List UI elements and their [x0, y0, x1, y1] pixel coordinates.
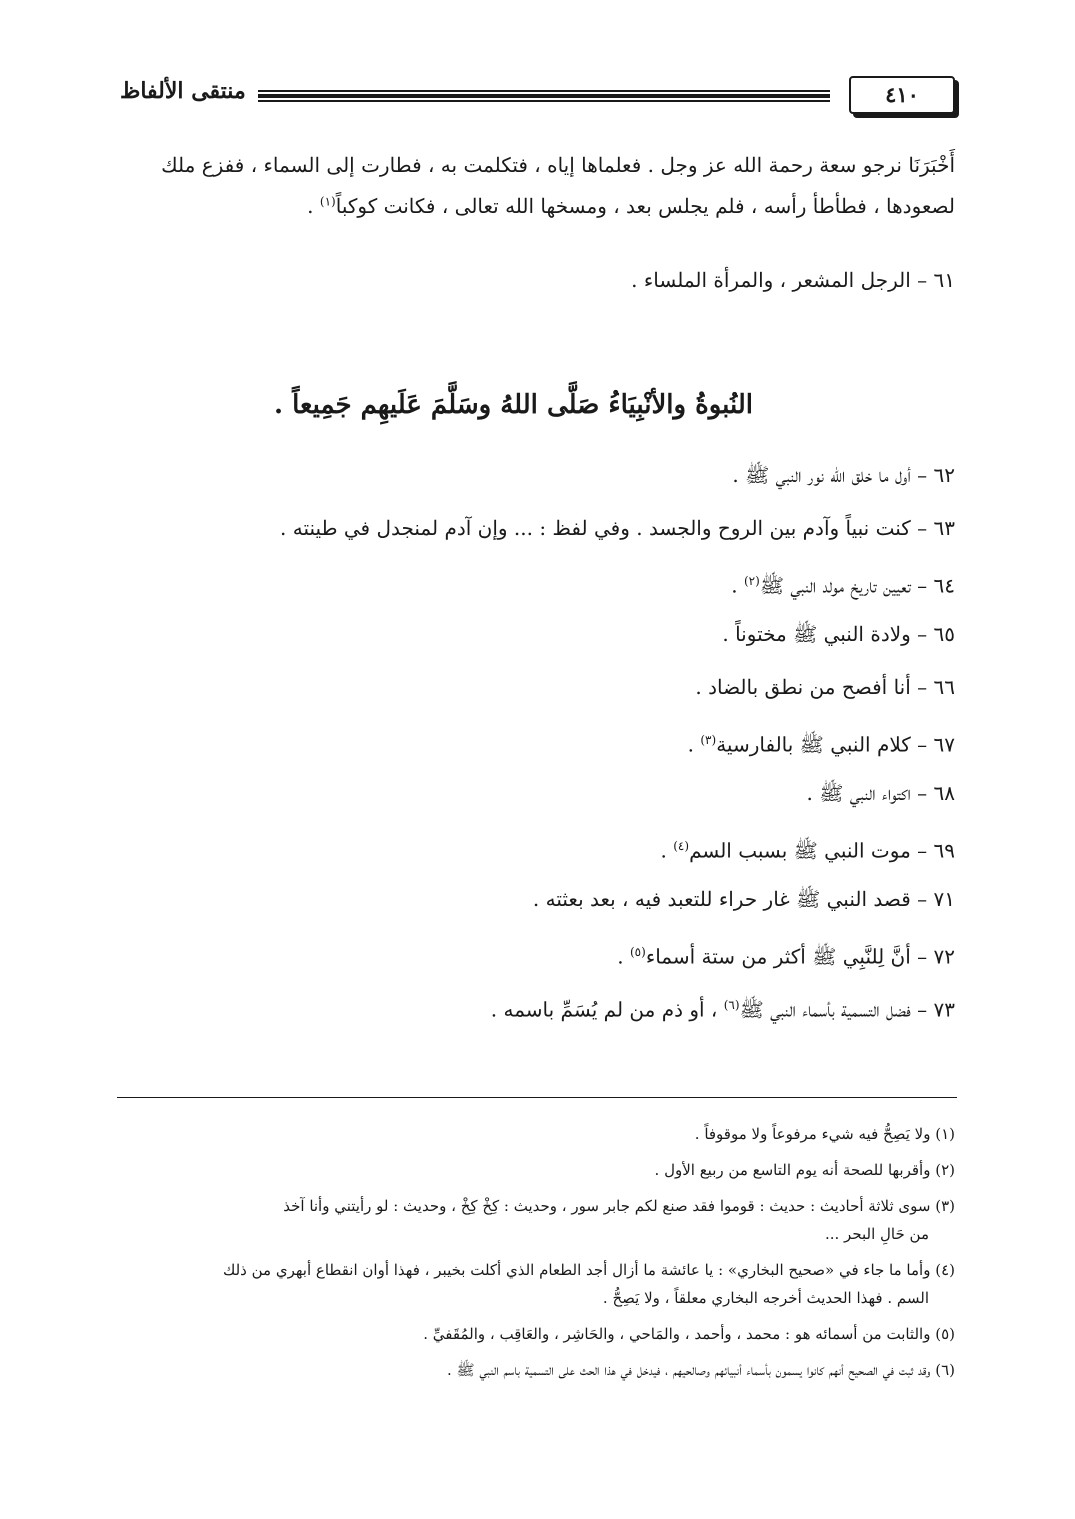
- footnote-4-continuation: السم . فهذا الحديث أخرجه البخاري معلقاً ، ولا يَصِحُّ .: [602, 1289, 929, 1307]
- item-list: [120, 449, 955, 1032]
- footnote-1: (١) ولا يَصِحُّ فيه شيء مرفوعاً ولا موقوفاً .: [694, 1125, 955, 1143]
- item-text: ٧٣ – فضل التسمية بأسماء النبي ﷺ: [739, 997, 955, 1022]
- item-text: ٦٧ – كلام النبي ﷺ بالفارسية: [716, 732, 955, 757]
- item-text: ٦٣ – كنت نبياً وآدم بين الروح والجسد . وفي لفظ : ... وإن آدم لمنجدل في طينته .: [280, 516, 955, 540]
- footnote-3-text: (٣) سوى ثلاثة أحاديث : حديث : قوموا فقد صنع لكم جابر سور ، وحديث : كِخْ كِخْ ، وحديث : لو رأيتني وأنا آخذ: [283, 1197, 955, 1215]
- item-end: .: [617, 944, 630, 969]
- item-text: ٦٥ – ولادة النبي ﷺ مختوناً .: [722, 622, 955, 646]
- paragraph-line-2: [120, 194, 955, 218]
- list-item: [120, 820, 955, 873]
- footnotes: [115, 1120, 955, 1392]
- page-number: ٤١٠: [849, 76, 955, 114]
- footnote-2: (٢) وأقربها للصحة أنه يوم التاسع من ربيع الأول .: [654, 1161, 955, 1179]
- footnote-4: [115, 1256, 955, 1312]
- footnote-6: (٦) وقد ثبت في الصحيح أنهم كانوا يسمون بأسماء أنبيائهم وصالحيهم ، فيدخل في هذا الحث على التسمية باسم النبي ﷺ .: [446, 1361, 955, 1379]
- item-text: ٦٤ – تعيين تاريخ مولد النبي ﷺ: [759, 573, 955, 598]
- footnote-ref-6: (٦): [723, 998, 740, 1012]
- paragraph-line-1: أَخْبَرَنَا نرجو سعة رحمة الله عز وجل . فعلماها إياه ، فتكلمت به ، فطارت إلى السماء ، ففزع ملك: [161, 153, 955, 177]
- item-61: ٦١ – الرجل المشعر ، والمرأة الملساء .: [631, 268, 955, 292]
- paragraph-line-2-text: لصعودها ، فطأطأ رأسه ، فلم يجلس بعد ، ومسخها الله تعالى ، فكانت كوكباً: [335, 194, 955, 218]
- item-text: ٦٦ – أنا أفصح من نطق بالضاد .: [695, 675, 955, 699]
- list-item: [120, 767, 955, 820]
- item-end: .: [687, 732, 701, 757]
- footnote-separator: [117, 1097, 957, 1098]
- item-end: ، أو ذم من لم يُسَمِّ باسمه .: [490, 997, 724, 1022]
- list-item: [120, 714, 955, 767]
- footnote-ref-4: (٤): [673, 839, 690, 853]
- list-item: [120, 979, 955, 1032]
- list-item: [120, 661, 955, 714]
- section-heading: النُبوةُ والأنْبِيَاءُ صَلَّى اللهُ وسَلَّمَ عَلَيهِم جَمِيعاً .: [274, 390, 753, 420]
- item-text: ٧٢ – أنَّ لِلنَّبِي ﷺ أكثر من ستة أسماء: [645, 944, 955, 969]
- footnote-ref-1: (١): [319, 194, 336, 209]
- page-header: [120, 70, 955, 120]
- footnote-3-continuation: من حَالِ البحر ...: [824, 1225, 929, 1243]
- list-item: [120, 502, 955, 555]
- list-item: [120, 449, 955, 502]
- list-item: [120, 555, 955, 608]
- item-end: .: [731, 573, 744, 598]
- footnote-ref-2: (٢): [743, 574, 760, 588]
- footnote-ref-5: (٥): [629, 945, 646, 959]
- item-end: .: [660, 838, 674, 863]
- paragraph-line-2-end: .: [307, 194, 320, 218]
- header-rule: [258, 90, 830, 102]
- item-text: ٦٢ – أول ما خلق الله نور النبي ﷺ .: [732, 463, 955, 487]
- item-text: ٦٩ – موت النبي ﷺ بسبب السم: [689, 838, 955, 863]
- footnote-3: [115, 1192, 955, 1248]
- list-item: [120, 608, 955, 661]
- running-title: منتقى الألفاظ: [120, 78, 246, 104]
- footnote-5: (٥) والثابت من أسمائه هو : محمد ، وأحمد ، والمَاحي ، والحَاشِر ، والعَاقِب ، والمُقَفيِّ .: [423, 1325, 955, 1343]
- footnote-4-text: (٤) وأما ما جاء في «صحيح البخاري» : يا عائشة ما أزال أجد الطعام الذي أكلت بخيبر ، فهذا أوان انقطاع أبهري من ذلك: [222, 1261, 955, 1279]
- item-text: ٦٨ – اكتواء النبي ﷺ .: [806, 781, 955, 805]
- list-item: [120, 873, 955, 926]
- list-item: [120, 926, 955, 979]
- item-text: ٧١ – قصد النبي ﷺ غار حراء للتعبد فيه ، بعد بعثته .: [532, 887, 955, 911]
- footnote-ref-3: (٣): [700, 733, 717, 747]
